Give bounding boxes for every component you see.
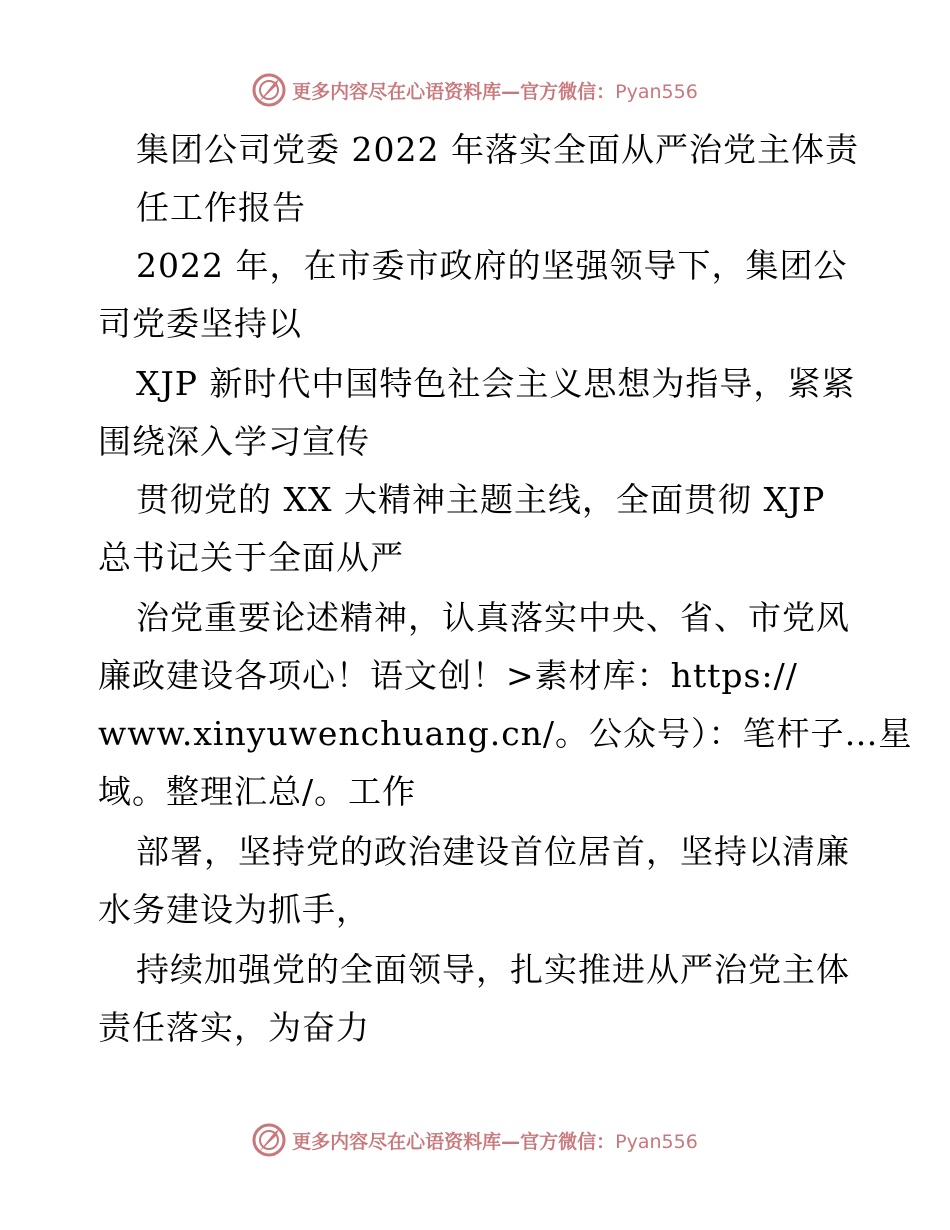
paragraph-line: www.xinyuwenchuang.cn/。公众号）：笔杆子…星 bbox=[98, 714, 913, 753]
footer-watermark-caption: 更多内容尽在心语资料库—官方微信： bbox=[292, 1130, 616, 1153]
paragraph-line: 总书记关于全面从严 bbox=[98, 538, 404, 577]
document-title-line-1: 集团公司党委 2022 年落实全面从严治党主体责 bbox=[136, 130, 859, 169]
document-title-line-2: 任工作报告 bbox=[136, 188, 306, 227]
footer-wechat-id: Pyan556 bbox=[615, 1130, 698, 1153]
header-watermark-banner bbox=[0, 70, 950, 110]
paragraph-line: 部署，坚持党的政治建设首位居首，坚持以清廉 bbox=[136, 832, 850, 871]
paragraph-line: 围绕深入学习宣传 bbox=[98, 422, 370, 461]
paragraph-line: 持续加强党的全面领导，扎实推进从严治党主体 bbox=[136, 950, 850, 989]
paragraph-line: 治党重要论述精神，认真落实中央、省、市党风 bbox=[136, 598, 850, 637]
header-watermark-inner bbox=[252, 73, 698, 107]
footer-watermark-text bbox=[292, 1127, 698, 1154]
paragraph-line: 责任落实，为奋力 bbox=[98, 1008, 370, 1047]
header-watermark-text bbox=[292, 77, 698, 104]
paragraph-line: XJP 新时代中国特色社会主义思想为指导，紧紧 bbox=[136, 364, 856, 403]
footer-watermark-inner bbox=[252, 1123, 698, 1157]
paragraph-line: 廉政建设各项心！语文创！>素材库：https:// bbox=[98, 656, 798, 695]
header-wechat-id: Pyan556 bbox=[615, 80, 698, 103]
paragraph-line: 2022 年，在市委市政府的坚强领导下，集团公 bbox=[136, 246, 848, 285]
paragraph-line: 贯彻党的 XX 大精神主题主线，全面贯彻 XJP bbox=[136, 480, 826, 519]
paragraph-line: 域。整理汇总/。工作 bbox=[98, 772, 417, 811]
paragraph-line: 司党委坚持以 bbox=[98, 304, 302, 343]
quill-logo-icon bbox=[252, 1123, 286, 1157]
quill-logo-icon bbox=[252, 73, 286, 107]
header-watermark-caption: 更多内容尽在心语资料库—官方微信： bbox=[292, 80, 616, 103]
footer-watermark-banner bbox=[0, 1120, 950, 1160]
paragraph-line: 水务建设为抓手， bbox=[98, 890, 370, 929]
